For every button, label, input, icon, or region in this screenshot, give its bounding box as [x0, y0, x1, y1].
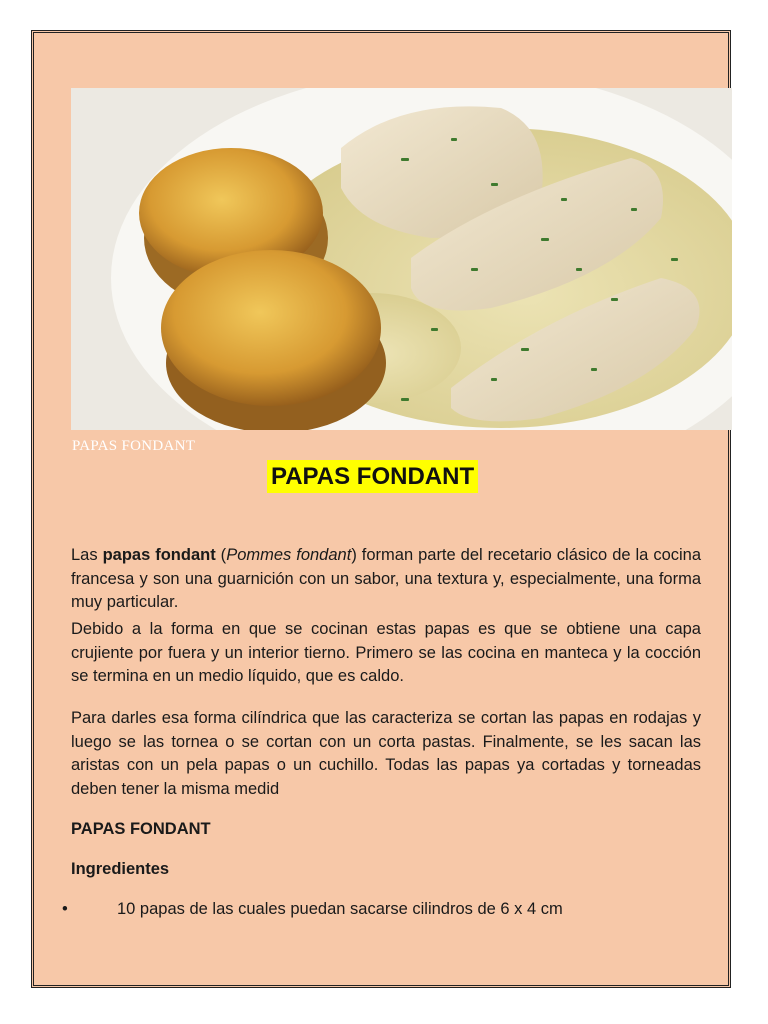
intro-paragraph [71, 544, 701, 615]
document-page [31, 30, 731, 988]
intro-text-2: ( [215, 546, 227, 564]
shaping-paragraph: Para darles esa forma cilíndrica que las caracteriza se cortan las papas en rodajas y luego se las tornea o se cortan con un corta pastas. Finalmente, se les sacan las aristas con un pela papas o un cuchillo. Todas las papas ya cortadas y torneadas deben tener la misma medid [71, 709, 701, 798]
section-heading: PAPAS FONDANT [71, 820, 211, 838]
intro-bold-term: papas fondant [102, 546, 216, 564]
ingredients-heading: Ingredientes [71, 860, 170, 878]
intro-italic-term: Pommes fondant [226, 546, 352, 564]
dish-photo [71, 88, 732, 430]
cooking-paragraph: Debido a la forma en que se cocinan estas papas es que se obtiene una capa crujiente por fuera y un interior tierno. Primero se las cocina en manteca y la cocción se termina en un medio líquido, que es caldo. [71, 620, 701, 685]
papas-fondant-image [71, 88, 732, 430]
ingredient-text: 10 papas de las cuales puedan sacarse cilindros de 6 x 4 cm [117, 900, 563, 918]
page-title: PAPAS FONDANT [267, 460, 478, 493]
image-caption: PAPAS FONDANT [72, 438, 196, 454]
intro-text-1: Las [71, 546, 103, 564]
intro-text-3: ) forman parte del recetario clásico de la cocina francesa y son una guarnición con un sabor, una textura y, especialmente, una forma muy particular. [71, 546, 702, 611]
bullet-icon: • [62, 900, 68, 918]
